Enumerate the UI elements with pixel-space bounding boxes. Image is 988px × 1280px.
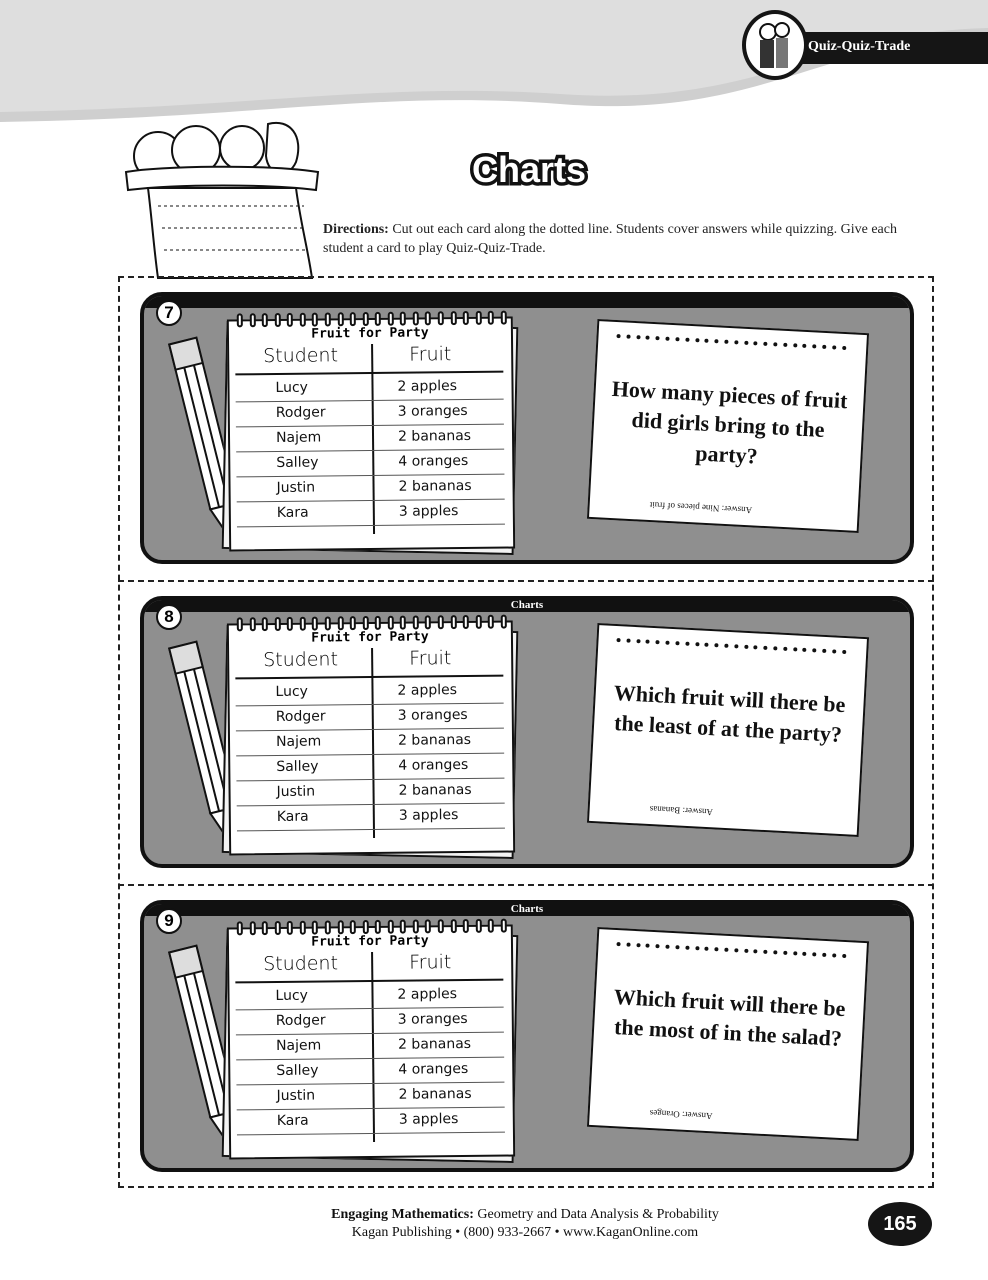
hole-icon	[616, 942, 620, 946]
ring-icon	[387, 312, 393, 326]
hole-icon	[675, 641, 679, 645]
ring-icon	[337, 616, 343, 630]
page-number: 165	[868, 1202, 932, 1246]
ring-icon	[387, 616, 393, 630]
hole-icon	[724, 948, 728, 952]
fruit-cell: 2 bananas	[398, 781, 472, 799]
ring-icon	[425, 615, 431, 629]
ring-icon	[488, 919, 494, 933]
footer-publisher: Kagan Publishing • (800) 933-2667 • www.KaganOnline.com	[351, 1225, 699, 1240]
quiz-card	[140, 900, 914, 1172]
ring-icon	[501, 919, 507, 933]
table-title: Fruit for Party	[311, 933, 429, 950]
hole-icon	[656, 944, 660, 948]
ring-icon	[287, 617, 293, 631]
chart-notepad	[227, 925, 515, 1160]
table-row	[235, 983, 503, 1011]
column-header-fruit: Fruit	[409, 647, 452, 670]
fruit-cell: 4 oranges	[398, 1060, 469, 1078]
table-row	[236, 754, 504, 782]
fruit-cell: 2 bananas	[397, 1035, 472, 1053]
question-text: How many pieces of fruit did girls bring to the party?	[611, 375, 849, 469]
table-row	[236, 475, 504, 503]
card-number: 9	[156, 908, 182, 934]
table-row	[236, 704, 504, 732]
hole-icon	[832, 649, 836, 653]
hole-icon	[773, 950, 777, 954]
hole-icon	[763, 950, 767, 954]
ring-icon	[362, 920, 368, 934]
hole-icon	[822, 649, 826, 653]
student-cell: Najem	[275, 733, 322, 750]
ring-icon	[362, 312, 368, 326]
hole-icon	[705, 947, 709, 951]
ring-icon	[287, 313, 293, 327]
ring-icon	[237, 921, 243, 935]
ring-icon	[249, 921, 255, 935]
column-header-student: Student	[263, 648, 339, 672]
hole-icon	[636, 639, 640, 643]
ring-icon	[375, 920, 381, 934]
ring-icon	[475, 311, 481, 325]
ring-icon	[325, 920, 331, 934]
hole-icon	[646, 640, 650, 644]
hole-icon	[685, 642, 689, 646]
hole-icon	[793, 951, 797, 955]
hole-icon	[714, 947, 718, 951]
hole-icon	[744, 341, 748, 345]
student-cell: Rodger	[275, 1012, 326, 1029]
footer-book-subtitle: Geometry and Data Analysis & Probability	[477, 1207, 719, 1222]
hole-icon	[636, 335, 640, 339]
fruit-cell: 2 apples	[397, 378, 458, 395]
ring-icon	[400, 616, 406, 630]
ring-icon	[425, 311, 431, 325]
hole-icon	[803, 952, 807, 956]
hole-icon	[675, 945, 679, 949]
ring-icon	[488, 615, 494, 629]
ring-icon	[325, 616, 331, 630]
hole-icon	[734, 340, 738, 344]
fruit-cell: 2 bananas	[398, 1085, 472, 1103]
hole-icon	[763, 342, 767, 346]
ring-icon	[501, 615, 507, 629]
hole-icon	[616, 638, 620, 642]
card-number: 7	[156, 300, 182, 326]
ring-icon	[425, 919, 431, 933]
hole-icon	[842, 346, 846, 350]
hole-icon	[616, 334, 620, 338]
ring-icon	[375, 616, 381, 630]
student-cell: Kara	[276, 504, 309, 521]
ring-icon	[312, 313, 318, 327]
student-cell: Justin	[276, 1087, 316, 1104]
question-card-holes	[616, 638, 846, 654]
student-cell: Salley	[276, 454, 319, 471]
fruit-cell: 3 oranges	[397, 706, 468, 724]
chart-notepad	[227, 317, 515, 552]
hole-icon	[773, 646, 777, 650]
hole-icon	[812, 952, 816, 956]
question-card	[587, 623, 869, 837]
ring-icon	[337, 920, 343, 934]
card-number: 8	[156, 604, 182, 630]
ring-icon	[438, 919, 444, 933]
ring-icon	[450, 311, 456, 325]
ring-icon	[350, 920, 356, 934]
fruit-cell: 2 apples	[397, 682, 458, 699]
hole-icon	[626, 639, 630, 643]
answer-text: Answer: Oranges	[649, 1108, 713, 1122]
ring-icon	[463, 311, 469, 325]
series-badge	[742, 10, 988, 80]
ring-icon	[438, 615, 444, 629]
table-row	[237, 804, 505, 832]
hole-icon	[695, 642, 699, 646]
ring-icon	[300, 313, 306, 327]
hole-icon	[763, 646, 767, 650]
table-row	[236, 425, 504, 453]
hole-icon	[714, 643, 718, 647]
hole-icon	[842, 650, 846, 654]
table-row	[235, 679, 503, 707]
hole-icon	[734, 948, 738, 952]
hole-icon	[832, 345, 836, 349]
hole-icon	[812, 344, 816, 348]
hole-icon	[705, 643, 709, 647]
ring-icon	[262, 313, 268, 327]
card-header-bar	[144, 904, 910, 916]
fruit-basket-icon	[118, 110, 328, 280]
hole-icon	[724, 340, 728, 344]
hole-icon	[783, 951, 787, 955]
question-card-holes	[616, 942, 846, 958]
table-row	[237, 1108, 505, 1136]
fruit-cell: 3 apples	[398, 807, 459, 824]
ring-icon	[450, 615, 456, 629]
ring-icon	[413, 615, 419, 629]
hole-icon	[793, 647, 797, 651]
hole-icon	[724, 644, 728, 648]
answer-text: Answer: Bananas	[649, 804, 714, 818]
hole-icon	[783, 343, 787, 347]
hole-icon	[754, 341, 758, 345]
ring-icon	[387, 920, 393, 934]
ring-icon	[312, 921, 318, 935]
answer-text: Answer: Nine pieces of fruit	[649, 500, 753, 516]
student-cell: Salley	[276, 1062, 319, 1079]
question-card	[587, 319, 869, 533]
hole-icon	[646, 336, 650, 340]
ring-icon	[413, 919, 419, 933]
ring-icon	[350, 616, 356, 630]
student-cell: Lucy	[275, 379, 309, 396]
ring-icon	[249, 617, 255, 631]
ring-icon	[237, 617, 243, 631]
student-cell: Rodger	[275, 708, 326, 725]
column-header-fruit: Fruit	[409, 343, 452, 366]
column-header-fruit: Fruit	[409, 951, 452, 974]
ring-icon	[262, 617, 268, 631]
ring-icon	[237, 313, 243, 327]
hole-icon	[675, 337, 679, 341]
ring-icon	[350, 312, 356, 326]
fruit-cell: 2 bananas	[397, 731, 472, 749]
ring-icon	[400, 920, 406, 934]
hole-icon	[734, 644, 738, 648]
table-title: Fruit for Party	[311, 629, 429, 646]
hole-icon	[685, 338, 689, 342]
card-header-bar	[144, 296, 910, 308]
hole-icon	[626, 335, 630, 339]
directions-text: Cut out each card along the dotted line. Students cover answers while quizzing. Give each student a card to play Quiz-Quiz-Trade.	[323, 222, 897, 256]
student-cell: Lucy	[275, 987, 309, 1004]
hole-icon	[705, 339, 709, 343]
ring-icon	[375, 312, 381, 326]
badge-label: Quiz-Quiz-Trade	[808, 39, 911, 54]
ring-icon	[438, 311, 444, 325]
table-row	[236, 729, 504, 757]
card-header-label: Charts	[510, 599, 544, 611]
hole-icon	[754, 949, 758, 953]
hole-icon	[793, 343, 797, 347]
ring-icon	[488, 311, 494, 325]
hole-icon	[783, 647, 787, 651]
hole-icon	[714, 339, 718, 343]
directions	[323, 220, 923, 258]
chart-notepad	[227, 621, 515, 856]
fruit-cell: 2 bananas	[397, 427, 472, 445]
question-card	[587, 927, 869, 1141]
page-title	[440, 144, 618, 194]
ring-icon	[325, 312, 331, 326]
ring-icon	[501, 311, 507, 325]
question-card-holes	[616, 334, 846, 350]
kids-logo-icon	[742, 10, 808, 80]
ring-icon	[300, 921, 306, 935]
card-header-bar	[144, 600, 910, 612]
ring-icon	[249, 313, 255, 327]
fruit-cell: 3 apples	[398, 1111, 459, 1128]
footer-book-title: Engaging Mathematics:	[331, 1207, 474, 1222]
table-title: Fruit for Party	[311, 325, 429, 342]
fruit-cell: 2 apples	[397, 986, 458, 1003]
fruit-cell: 3 oranges	[397, 402, 468, 420]
fruit-cell: 3 oranges	[397, 1010, 468, 1028]
table-row	[236, 1083, 504, 1111]
ring-icon	[400, 312, 406, 326]
hole-icon	[665, 641, 669, 645]
student-cell: Najem	[275, 429, 322, 446]
table-row	[236, 1033, 504, 1061]
table-row	[236, 779, 504, 807]
column-header-student: Student	[263, 952, 339, 976]
ring-icon	[312, 617, 318, 631]
hole-icon	[822, 345, 826, 349]
hole-icon	[695, 946, 699, 950]
student-cell: Najem	[275, 1037, 322, 1054]
card-header-label: Charts	[510, 903, 544, 915]
ring-icon	[450, 919, 456, 933]
quiz-card	[140, 596, 914, 868]
hole-icon	[822, 953, 826, 957]
hole-icon	[656, 640, 660, 644]
hole-icon	[744, 949, 748, 953]
table-row	[237, 500, 505, 528]
hole-icon	[812, 648, 816, 652]
hole-icon	[842, 954, 846, 958]
hole-icon	[754, 645, 758, 649]
student-cell: Salley	[276, 758, 319, 775]
hole-icon	[626, 943, 630, 947]
table-row	[236, 450, 504, 478]
hole-icon	[656, 336, 660, 340]
student-cell: Rodger	[275, 404, 326, 421]
student-cell: Kara	[276, 1112, 309, 1129]
column-header-student: Student	[263, 344, 339, 368]
ring-icon	[274, 313, 280, 327]
hole-icon	[744, 645, 748, 649]
student-cell: Justin	[276, 783, 316, 800]
cut-line-2	[118, 884, 934, 886]
ring-icon	[287, 921, 293, 935]
hole-icon	[803, 648, 807, 652]
quiz-card	[140, 292, 914, 564]
table-row	[236, 1058, 504, 1086]
ring-icon	[337, 312, 343, 326]
hole-icon	[803, 344, 807, 348]
table-row	[236, 1008, 504, 1036]
ring-icon	[413, 311, 419, 325]
hole-icon	[636, 943, 640, 947]
ring-icon	[362, 616, 368, 630]
hole-icon	[832, 953, 836, 957]
fruit-cell: 4 oranges	[398, 452, 469, 470]
table-row	[235, 375, 503, 403]
hole-icon	[665, 945, 669, 949]
ring-icon	[463, 919, 469, 933]
table-row	[236, 400, 504, 428]
ring-icon	[463, 615, 469, 629]
footer	[240, 1206, 810, 1242]
fruit-cell: 3 apples	[398, 503, 459, 520]
hole-icon	[685, 946, 689, 950]
hole-icon	[773, 342, 777, 346]
question-text: Which fruit will there be the least of at the party?	[613, 679, 847, 747]
hole-icon	[695, 338, 699, 342]
fruit-cell: 2 bananas	[398, 477, 472, 495]
student-cell: Kara	[276, 808, 309, 825]
ring-icon	[274, 921, 280, 935]
student-cell: Justin	[276, 479, 316, 496]
question-text: Which fruit will there be the most of in the salad?	[613, 983, 847, 1051]
ring-icon	[475, 919, 481, 933]
directions-label: Directions:	[323, 222, 389, 237]
ring-icon	[475, 615, 481, 629]
fruit-cell: 4 oranges	[398, 756, 469, 774]
student-cell: Lucy	[275, 683, 309, 700]
hole-icon	[665, 337, 669, 341]
ring-icon	[274, 617, 280, 631]
page-title-text: Charts	[471, 149, 587, 190]
hole-icon	[646, 944, 650, 948]
ring-icon	[300, 617, 306, 631]
cut-line-1	[118, 580, 934, 582]
ring-icon	[262, 921, 268, 935]
